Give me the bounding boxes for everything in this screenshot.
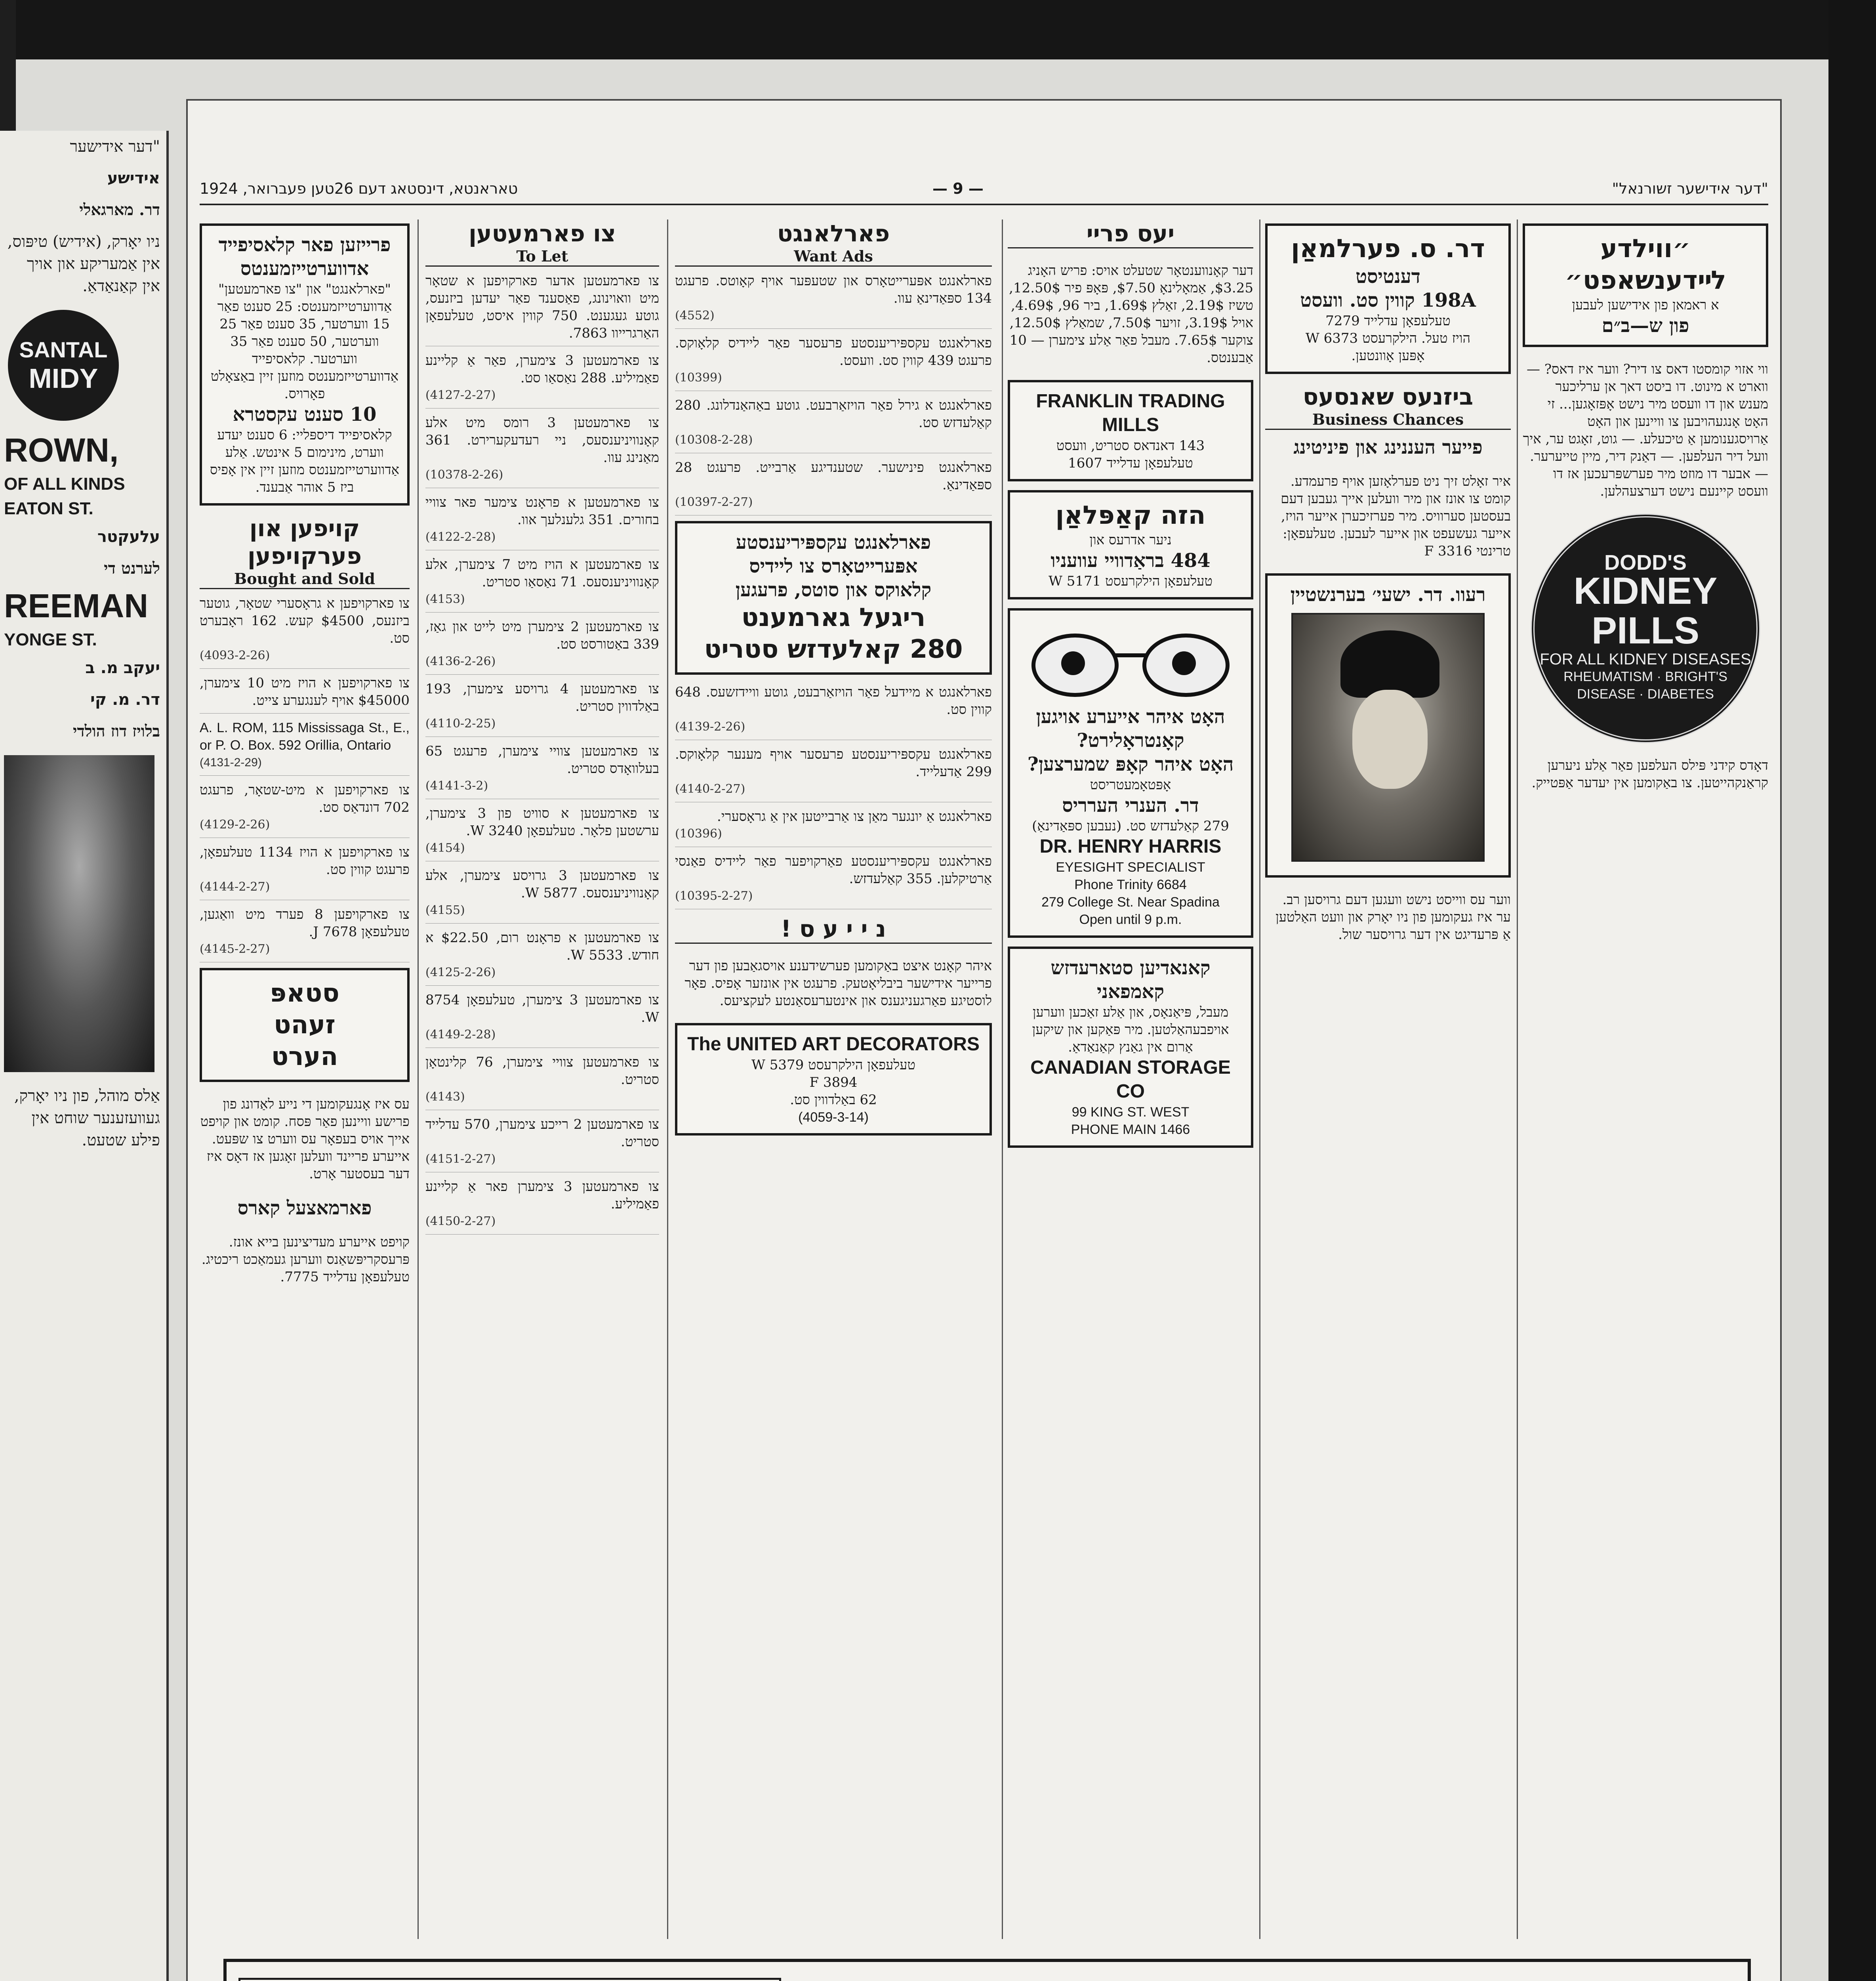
riegel-line-2: אפּערייטאָרס צו ליידיס: [749, 555, 918, 577]
vilde-title-box: [1523, 223, 1768, 347]
classified-rates-box: [200, 223, 410, 506]
want-ad-text: פארלאנגט אַ יונגער מאַן צו אַרבייטען אין אַ גראָסערי.: [717, 809, 992, 824]
want-ad: [675, 853, 992, 909]
glasses-bridge: [1115, 653, 1146, 657]
pharmacy-title: פארמאצעל קארס: [237, 1197, 372, 1219]
classified-title: פרייזען פאר קלאסיפייד אדווערטייזמענטס: [218, 234, 391, 280]
to-let-ad-ref: (4153): [425, 592, 465, 606]
business-heading: [1265, 383, 1511, 430]
to-let-ad-ref: (4151-2-27): [425, 1152, 496, 1166]
want-ad-ref: (4139-2-26): [675, 720, 745, 734]
franklin-name: FRANKLIN TRADING MILLS: [1036, 391, 1225, 435]
uad-address: 62 באַלדווין סט.: [790, 1092, 877, 1108]
rabbi-face: [1352, 690, 1428, 789]
column-rule: [1259, 219, 1260, 1939]
yes-fri-body: דער קאָנווענטאָר שטעלט אויס: פריש האָניג $3.25, אַמאָלינאָ $7.50, פּאָפּ פיר 12.50$, טשיז 2.19$, זאַלץ 1.69$, ביר 96, 4.69$, אויל 3.19$, זויער 7.50$, שמאַלץ 12.50$, צוקער 7.65$. מעבל פאַר אַלע צימערן — 10 אַבענטס.: [1009, 263, 1253, 366]
bought-sold-ad-text: צו פארקויפען א גראָסערי שטאָר, גוטער ביזנעס, $4500 קעש. 162 ראָבערט סט.: [200, 595, 410, 646]
to-let-ad: [425, 805, 659, 861]
to-let-ad: [425, 1053, 659, 1110]
column-to-let: [425, 219, 659, 1939]
bought-sold-ad-text: צו פארקויפען א הויז 1134 טעלעפאָן, פרעגט קווין סט.: [200, 844, 410, 878]
want-ad: [675, 746, 992, 802]
stop-line-2: זעהט: [274, 1010, 336, 1040]
to-let-heading: [425, 219, 659, 267]
stop-body: עס איז אָנגעקומען די נייע לאַדונג פון פרישע וויינען פאַר פּסח. קומט און קויפט אייך אויס בעפאָר עס ווערט צו שפּעט. אייערע פריינד וועלען זאָגען אז דאָס איז דער בעסטער אָרט.: [200, 1096, 410, 1182]
franklin-ad: [1008, 380, 1253, 481]
want-ad: [675, 397, 992, 453]
to-let-ad: [425, 414, 659, 488]
column-merchants: [1008, 219, 1253, 1939]
harris-hours-en: Open until 9 p.m.: [1079, 912, 1182, 927]
bought-sold-ad-ref: (4129-2-26): [200, 818, 270, 832]
to-let-ad-text: צו פארמעטען 3 צימערן, פאַר אַ קליינע פאַמיליע. 288 נאַסאַו סט.: [425, 353, 659, 386]
newspaper-name: "דער אידישער זשורנאל": [1612, 180, 1768, 197]
united-art-decorators-ad: [675, 1023, 992, 1136]
to-let-ad-ref: (4110-2-25): [425, 717, 496, 731]
want-ad: [675, 808, 992, 847]
franklin-phone: טעלעפאָן עדלייד 1607: [1068, 455, 1193, 471]
bought-sold-ad: [200, 781, 410, 838]
want-ad-text: פארלאנגט א גירל פאַר הויזאַרבעט. גוטע באַהאַנדלונג. 280 קאַלעדזש סט.: [675, 397, 992, 431]
to-let-ad-text: צו פארמעטען 2 רייכע צימערן, 570 עדלייד סטריט.: [425, 1116, 659, 1150]
to-let-ad-text: צו פארמעטען א הויז מיט 7 צימערן, אלע קאָנוויניענסעס. 71 נאַסאַו סטריט.: [425, 557, 659, 590]
harris-question-2: האָט איהר קאָפּ שמערצען?: [1027, 753, 1234, 775]
want-ads-list-2: [675, 683, 992, 909]
prev-learn: לערנט די: [104, 559, 160, 578]
vilde-title: ״ווילדע לײדענשאפט״: [1565, 234, 1726, 295]
banner-need: [1383, 1974, 1732, 1981]
prev-freeman: REEMAN: [4, 587, 149, 624]
left-lens: [1031, 634, 1119, 697]
prev-yonge: YONGE ST.: [4, 630, 97, 649]
vilde-author: פון ש—ב״ם: [1601, 315, 1689, 337]
prev-doctor: דר. מארגאלי: [79, 200, 160, 219]
prev-headline: אידישע: [107, 169, 160, 187]
rabbi-box: [1265, 573, 1511, 878]
want-ad-ref: (4140-2-27): [675, 782, 745, 796]
column-rule: [1002, 219, 1003, 1939]
want-ad-ref: (10396): [675, 827, 722, 841]
kaplan-phone: טעלעפאָן הילקרעסט W 5171: [1048, 573, 1213, 589]
banner-right-headlines: [1383, 1974, 1732, 1981]
kaplan-sub: ניער אדרעס און: [1089, 532, 1172, 548]
to-let-ad-ref: (4141-3-2): [425, 779, 488, 793]
prev-portrait-photo: [4, 755, 154, 1072]
want-ad-text: פארלאנגט פינישער. שטענדיגע אַרבייט. פרעגט 28 ספּאַדינאַ.: [675, 460, 992, 493]
prev-blois: בלויז דוז הולדי: [72, 722, 160, 740]
want-ads-list-1: [675, 272, 992, 515]
storage-name: CANADIAN STORAGE CO: [1030, 1057, 1231, 1102]
want-ad-text: פארלאנגט א מיידעל פאַר הויזאַרבעט, גוטע וויידזשעס. 648 קווין סט.: [675, 684, 992, 718]
bought-sold-ad-text: צו פארקויפען א הויז מיט 10 צימערן, $45000 אויף לענגערע צייט.: [200, 675, 410, 708]
insurance-body: איר זאָלט זיך ניט פערלאָזען אויף פרעמדע. קומט צו אונז און מיר וועלען אייך געבען דעם בעסטען סערוויס. מיר פערזיכערן אייער הויז, אייער געשעפט און אייער לעבען. טעלעפאָן: טרינטי 3316 F: [1281, 473, 1511, 559]
to-let-ad-ref: (10378-2-26): [425, 468, 503, 482]
harris-address-yi: 279 קאַלעדזש סט. (נעבען ספּאַדינאַ): [1032, 818, 1229, 834]
dodds-text: DODD'S: [1604, 551, 1687, 574]
midy-text: MIDY: [29, 363, 98, 394]
harris-phone-en: Phone Trinity 6684: [1074, 877, 1187, 892]
storage-phone: PHONE MAIN 1466: [1071, 1122, 1190, 1137]
kaplan-ad: [1008, 490, 1253, 599]
to-let-ad-text: צו פארמעטען 3 צימערן פאר אַ קליינע פאַמיליע.: [425, 1179, 659, 1212]
want-ad: [675, 683, 992, 740]
riegel-garment-ad: [675, 521, 992, 675]
bought-sold-ad-ref: (4093-2-26): [200, 649, 270, 662]
storage-ad: [1008, 947, 1253, 1148]
riegel-line-4: ריגעל גארמענט: [741, 603, 926, 632]
to-let-ad-ref: (4143): [425, 1090, 465, 1104]
uad-phone-1: טעלעפאָן הילקרעסט W 5379: [751, 1057, 916, 1073]
harris-question-1: האָט איהר אייערע אויגען קאָנטראָלירט?: [1036, 706, 1225, 752]
perlman-role: דענטיסט: [1356, 265, 1420, 288]
want-ad-text: פארלאנגט עקספּיריענסטע פרעסער אויף מענער קלאָוקס. 299 אַדעלייד.: [675, 746, 992, 780]
right-lens: [1142, 634, 1230, 697]
want-ad-text: פארלאנגט עקספּיריענסטע פרעסער פאַר ליידיס קלאָוקס. פרעגט 439 קווין סט. וועסט.: [675, 335, 992, 368]
column-classified: [200, 219, 410, 1939]
to-let-ad-ref: (4154): [425, 841, 465, 855]
want-ad-ref: (10395-2-27): [675, 889, 753, 903]
bought-sold-ad: [200, 674, 410, 714]
scan-dark-right-edge: [1828, 0, 1876, 1981]
prev-all-kinds: OF ALL KINDS: [4, 474, 125, 494]
dateline: טאראנטא, דינסטאג דעם 26טען פעברואר, 1924: [200, 180, 518, 197]
dodds-body: דאָדס קידני פּילס העלפען פאַר אַלע ניערען קראַנקהייטען. צו באַקומען אין יעדער אַפּטייק.: [1531, 758, 1768, 791]
vilde-body: ווי אזוי קומסטו דאס צו דיר? ווער איז דאס? — ווארט א מינוט. דו ביסט דאך אן ערליכער מענש און דו װעסט מיר נישט אָפּזאָגען... זי האָט אָנגעהויבען צו וויינען און האָט אַרויסגענומען אַ טיכעלע. — גוט, זאָגט ער, איך וועל דיר העלפען. — דאַנק דיר, מיין טייערער. — אבער דו מוזט מיר פערשפּרעכען אז דו וועסט קיינעם נישט דערצעהלען.: [1523, 361, 1768, 499]
page-number: — 9 —: [932, 180, 984, 197]
want-ad-text: פארלאנגט עקספּיריענסטע פאַרקויפער פאַר ליידיס פאַנסי אַרטיקלען. 355 קאַלעדזש.: [675, 853, 992, 887]
rabbi-hat: [1340, 630, 1439, 698]
to-let-ad: [425, 680, 659, 737]
classified-extra: 10 סענט עקסטרא: [233, 403, 377, 426]
perlman-ad: [1265, 223, 1511, 374]
uad-name: The UNITED ART DECORATORS: [687, 1034, 980, 1055]
classified-promo-banner: [223, 1959, 1751, 1981]
to-let-ad-text: צו פארמעטען 2 צימערן מיט לייט און גאַז, 339 באַטורסט סט.: [425, 619, 659, 652]
to-let-ad: [425, 1178, 659, 1235]
harris-ad: [1008, 608, 1253, 938]
franklin-address: 143 דאנדאס סטריט, וועסט: [1056, 438, 1205, 454]
prev-eaton: EATON ST.: [4, 499, 93, 518]
to-let-title-en: To Let: [516, 247, 568, 265]
classified-body: "פארלאנגט" און "צו פארמעטען" אַדווערטייזמענטס: 25 סענט פאַר 15 ווערטער, 35 סענט פאַר 25 ווערטער, 50 סענט פאַר 35 ווערטער. קלאסיפייד אַדווערטייזמענטס מוזען זיין באַצאָלט פאָרויס.: [210, 281, 399, 402]
kaplan-name: הזה קאַפּלאַן: [1055, 501, 1206, 530]
bought-sold-ad: [200, 595, 410, 669]
column-rule: [1517, 219, 1518, 1939]
want-ads-title-en: Want Ads: [794, 247, 873, 265]
vilde-subtitle: א ראמאן פון אידישען לעבען: [1572, 297, 1719, 313]
harris-role: אָפּטאָמעטריסט: [1090, 777, 1171, 793]
business-title: ביזנעס שאנסעס: [1302, 383, 1474, 410]
prev-header: "דער אידישער: [70, 137, 160, 156]
column-rule: [667, 219, 668, 1939]
prev-yaakov: יעקב מ. ב: [85, 659, 160, 677]
to-let-ad-text: צו פארמעטען 3 גרויסע צימערן, אלע קאָנוויניענסעס. 5877 W.: [425, 868, 659, 901]
to-let-ad: [425, 494, 659, 550]
rabbi-body: ווער עס ווייסט נישט וועגען דעם גרויסען רב. ער איז געקומען פון ניו יאָרק און וועט האַלטען אַ פּרעדיגט אין דער גרויסער שול.: [1275, 892, 1511, 943]
harris-title-en: EYESIGHT SPECIALIST: [1056, 860, 1205, 875]
to-let-ad: [425, 1116, 659, 1172]
to-let-ad-ref: (4127-2-27): [425, 388, 496, 402]
to-let-ad-text: צו פארמעטען 3 רומס מיט אלע קאָנוויניענסעס, ניי רעדעקערירט. 361 מאַנינג עוו.: [425, 415, 659, 466]
bought-sold-title-en: Bought and Sold: [234, 570, 375, 588]
kidney-text: KIDNEY: [1573, 570, 1718, 612]
uad-ref: (4059-3-14): [798, 1110, 869, 1125]
bought-sold-heading: [200, 514, 410, 589]
previous-page-fragment: [0, 131, 169, 1981]
want-ad: [675, 272, 992, 329]
bought-sold-ad-ref: (4131-2-29): [200, 756, 262, 769]
to-let-title: צו פארמעטען: [469, 220, 616, 247]
page-header: [200, 180, 1768, 205]
column-business: [1265, 219, 1511, 1939]
news-body: איהר קאָנט איצט באַקומען פערשידענע אויסגאַבען פון דער פרייער אידישער ביבליאָטעק. פרעגט אין אונזער אָפיס. פאָר לוסטיגע פאַרגעניגענס און אינטערעסאַנטע לעקציעס.: [684, 958, 992, 1009]
column-rule: [418, 219, 419, 1939]
want-ad-ref: (10399): [675, 371, 722, 385]
prev-brown: ROWN,: [4, 431, 119, 469]
to-let-ad-text: צו פארמעטען 3 צימערן, טעלעפאָן 8754 W.: [425, 992, 659, 1025]
perlman-name: דר. ס. פערלמאַן: [1291, 234, 1485, 263]
newspaper-page: [186, 99, 1782, 1981]
santal-midy-logo: [8, 310, 119, 421]
storage-body-yi: מעבל, פּיאַנאָס, און אַלע זאַכען ווערען אויפבעהאַלטען. מיר פּאַקען און שיקען אַרום אין גאַנץ קאַנאַדאַ.: [1032, 1004, 1229, 1055]
prev-body: ניו יאָרק, (אידיש) טיפּוס, אין אַמעריקע און אויך אין קאַנאַדאַ.: [7, 233, 160, 295]
harris-name-en: DR. HENRY HARRIS: [1039, 836, 1222, 857]
to-let-ad-ref: (4149-2-28): [425, 1028, 496, 1042]
banner-left-box: [238, 1978, 781, 1981]
want-ad-ref: (10397-2-27): [675, 495, 753, 509]
to-let-ad: [425, 929, 659, 986]
rabbi-photo: [1291, 613, 1485, 862]
harris-name-yi: דר. הענרי הערריס: [1062, 794, 1199, 817]
bought-sold-ad: [200, 844, 410, 900]
business-title-en: Business Chances: [1312, 410, 1464, 428]
to-let-ad-ref: (4125-2-26): [425, 966, 496, 979]
santal-text: SANTAL: [19, 337, 108, 362]
rheumatism-text: RHEUMATISM · BRIGHT'S DISEASE · DIABETES: [1563, 669, 1727, 702]
pharmacy-body: קויפט אייערע מעדיצינען בייא אונז. פּרעסקריפּשאַנס ווערען געמאַכט ריכטיג. טעלעפאָן עדלייד 7775.: [201, 1234, 410, 1285]
want-ads-heading: [675, 219, 992, 267]
stop-line-3: הערט: [271, 1042, 338, 1071]
to-let-ad: [425, 352, 659, 408]
kaplan-address: 484 בראַדוויי עוועניו: [1050, 550, 1211, 572]
want-ad: [675, 334, 992, 391]
bought-sold-ad-text: A. L. ROM, 115 Mississaga St., E., or P. O. Box. 592 Orillia, Ontario: [200, 720, 410, 753]
to-let-ad: [425, 742, 659, 799]
bought-sold-ad-ref: (4144-2-27): [200, 880, 270, 894]
want-ad-text: פארלאנגט אפּערייטאָרס און שטעפּער אויף קאָוטס. פרעגט 134 ספּאַדינאַ עוו.: [675, 273, 992, 306]
prev-dr-k: דר. מ. קי: [90, 691, 160, 709]
perlman-phone-1: טעלעפאָן עדלייד 7279: [1325, 313, 1451, 329]
classified-extra-body: קלאסיפייד דיספּליי: 6 סענט יעדע ווערט, מינימום 5 אינטש. אַלע אַדווערטייזמענטס מוזען זיין אין אָפיס ביז 5 אוהר אַבענד.: [210, 427, 400, 495]
to-let-ad-text: צו פארמעטען א סוויט פון 3 צימערן, ערשטען פלאָר. טעלעפאָן W 3240.: [425, 805, 659, 839]
bought-sold-ad-text: צו פארקויפען 8 פערד מיט וואַגען, טעלעפאָן J 7678.: [200, 907, 410, 940]
stop-line-1: סטאפּ: [270, 979, 339, 1008]
insurance-title: פייער העננינג און פיניטינג: [1293, 436, 1483, 458]
bought-sold-ad-ref: (4145-2-27): [200, 942, 270, 956]
scan-dark-top-edge: [0, 0, 1876, 59]
to-let-ad: [425, 272, 659, 346]
to-let-ad-ref: (4155): [425, 903, 465, 917]
perlman-hours: אָפּען אָוונטען.: [1351, 348, 1425, 364]
want-ad-ref: (10308-2-28): [675, 433, 753, 447]
perlman-address: 198A קווין סט. וועסט: [1300, 289, 1476, 311]
prev-body-2: אַלס מוהל, פון ניו יאָרק, געוועזענער שוחט אין פילע שטעט.: [14, 1087, 160, 1149]
to-let-ad: [425, 867, 659, 924]
to-let-ad-text: צו פארמעטען 4 גרויסע צימערן, 193 באַלדווין סטריט.: [425, 681, 659, 714]
bought-sold-ad: [200, 906, 410, 962]
riegel-line-1: פארלאנגט עקספּיריענסטע: [736, 531, 931, 553]
column-novel: [1523, 219, 1768, 1939]
prev-electric: עלעקטר: [97, 528, 160, 546]
yes-fri-heading: יעס פריי: [1008, 219, 1253, 248]
bought-sold-ad: [200, 719, 410, 776]
to-let-ad-text: צו פארמעטען צוויי צימערן, פרעגט 65 בעלוואָדס סטריט.: [425, 743, 659, 777]
stop-ad: [200, 968, 410, 1082]
to-let-ad-text: צו פארמעטען א פראָנט רום, $22.50 א חודש. 5533 W.: [425, 930, 659, 963]
news-heading: נ י י ע ס !: [675, 915, 992, 944]
to-let-ad: [425, 991, 659, 1048]
bought-sold-ad-text: צו פארקויפען א מיט-שטאָר, פרעגט 702 דונדאַס סט.: [200, 782, 410, 815]
riegel-line-3: קלאוקס און סוטס, פרעגען: [735, 579, 932, 601]
pills-text: PILLS: [1592, 609, 1700, 652]
to-let-ad-text: צו פארמעטען אדער פארקויפען א שטאָר מיט וואוינונג, פאַסענד פאַר יעדען ביזנעס, גוטע געגענט. 750 קווין איסט, טעלעפאָן האַרגרייוו 7863.: [425, 273, 659, 341]
kidney-diseases-text: FOR ALL KIDNEY DISEASES: [1540, 651, 1751, 668]
want-ads-title: פארלאנגט: [777, 220, 890, 247]
dodds-kidney-pills-logo: [1531, 513, 1760, 743]
to-let-ad-text: צו פארמעטען צוויי צימערן, 76 קלינטאָן סטריט.: [425, 1054, 659, 1088]
storage-address: 99 KING ST. WEST: [1071, 1105, 1190, 1120]
riegel-line-5: 280 קאלעדזש סטריט: [704, 635, 963, 664]
perlman-phone-2: הויז טעל. הילקרעסט W 6373: [1305, 330, 1471, 346]
uad-phone-2: 3894 F: [809, 1074, 858, 1090]
to-let-ad-ref: (4136-2-26): [425, 655, 496, 668]
to-let-ad-ref: (4150-2-27): [425, 1214, 496, 1228]
rabbi-caption: רעוו. דר. ישעי׳ בערנשטיין: [1290, 584, 1486, 606]
to-let-ad-text: צו פארמעטען א פראָנט צימער פאר צוויי בחורים. 351 גלענלעך אוו.: [425, 494, 659, 528]
harris-address-en: 279 College St. Near Spadina: [1041, 895, 1220, 910]
to-let-ad-ref: (4122-2-28): [425, 530, 496, 544]
want-ad-ref: (4552): [675, 309, 715, 323]
left-pupil: [1061, 651, 1085, 675]
want-ad: [675, 459, 992, 515]
right-pupil: [1172, 651, 1196, 675]
to-let-ad: [425, 556, 659, 613]
to-let-ad: [425, 618, 659, 675]
storage-head-yi: קאנאדיען סטארעדזש קאמפאני: [1050, 957, 1211, 1003]
bought-sold-title: קויפען און פערקויפען: [247, 515, 362, 569]
column-want-ads: [675, 219, 992, 1939]
eyeglasses-icon: [1020, 622, 1241, 701]
